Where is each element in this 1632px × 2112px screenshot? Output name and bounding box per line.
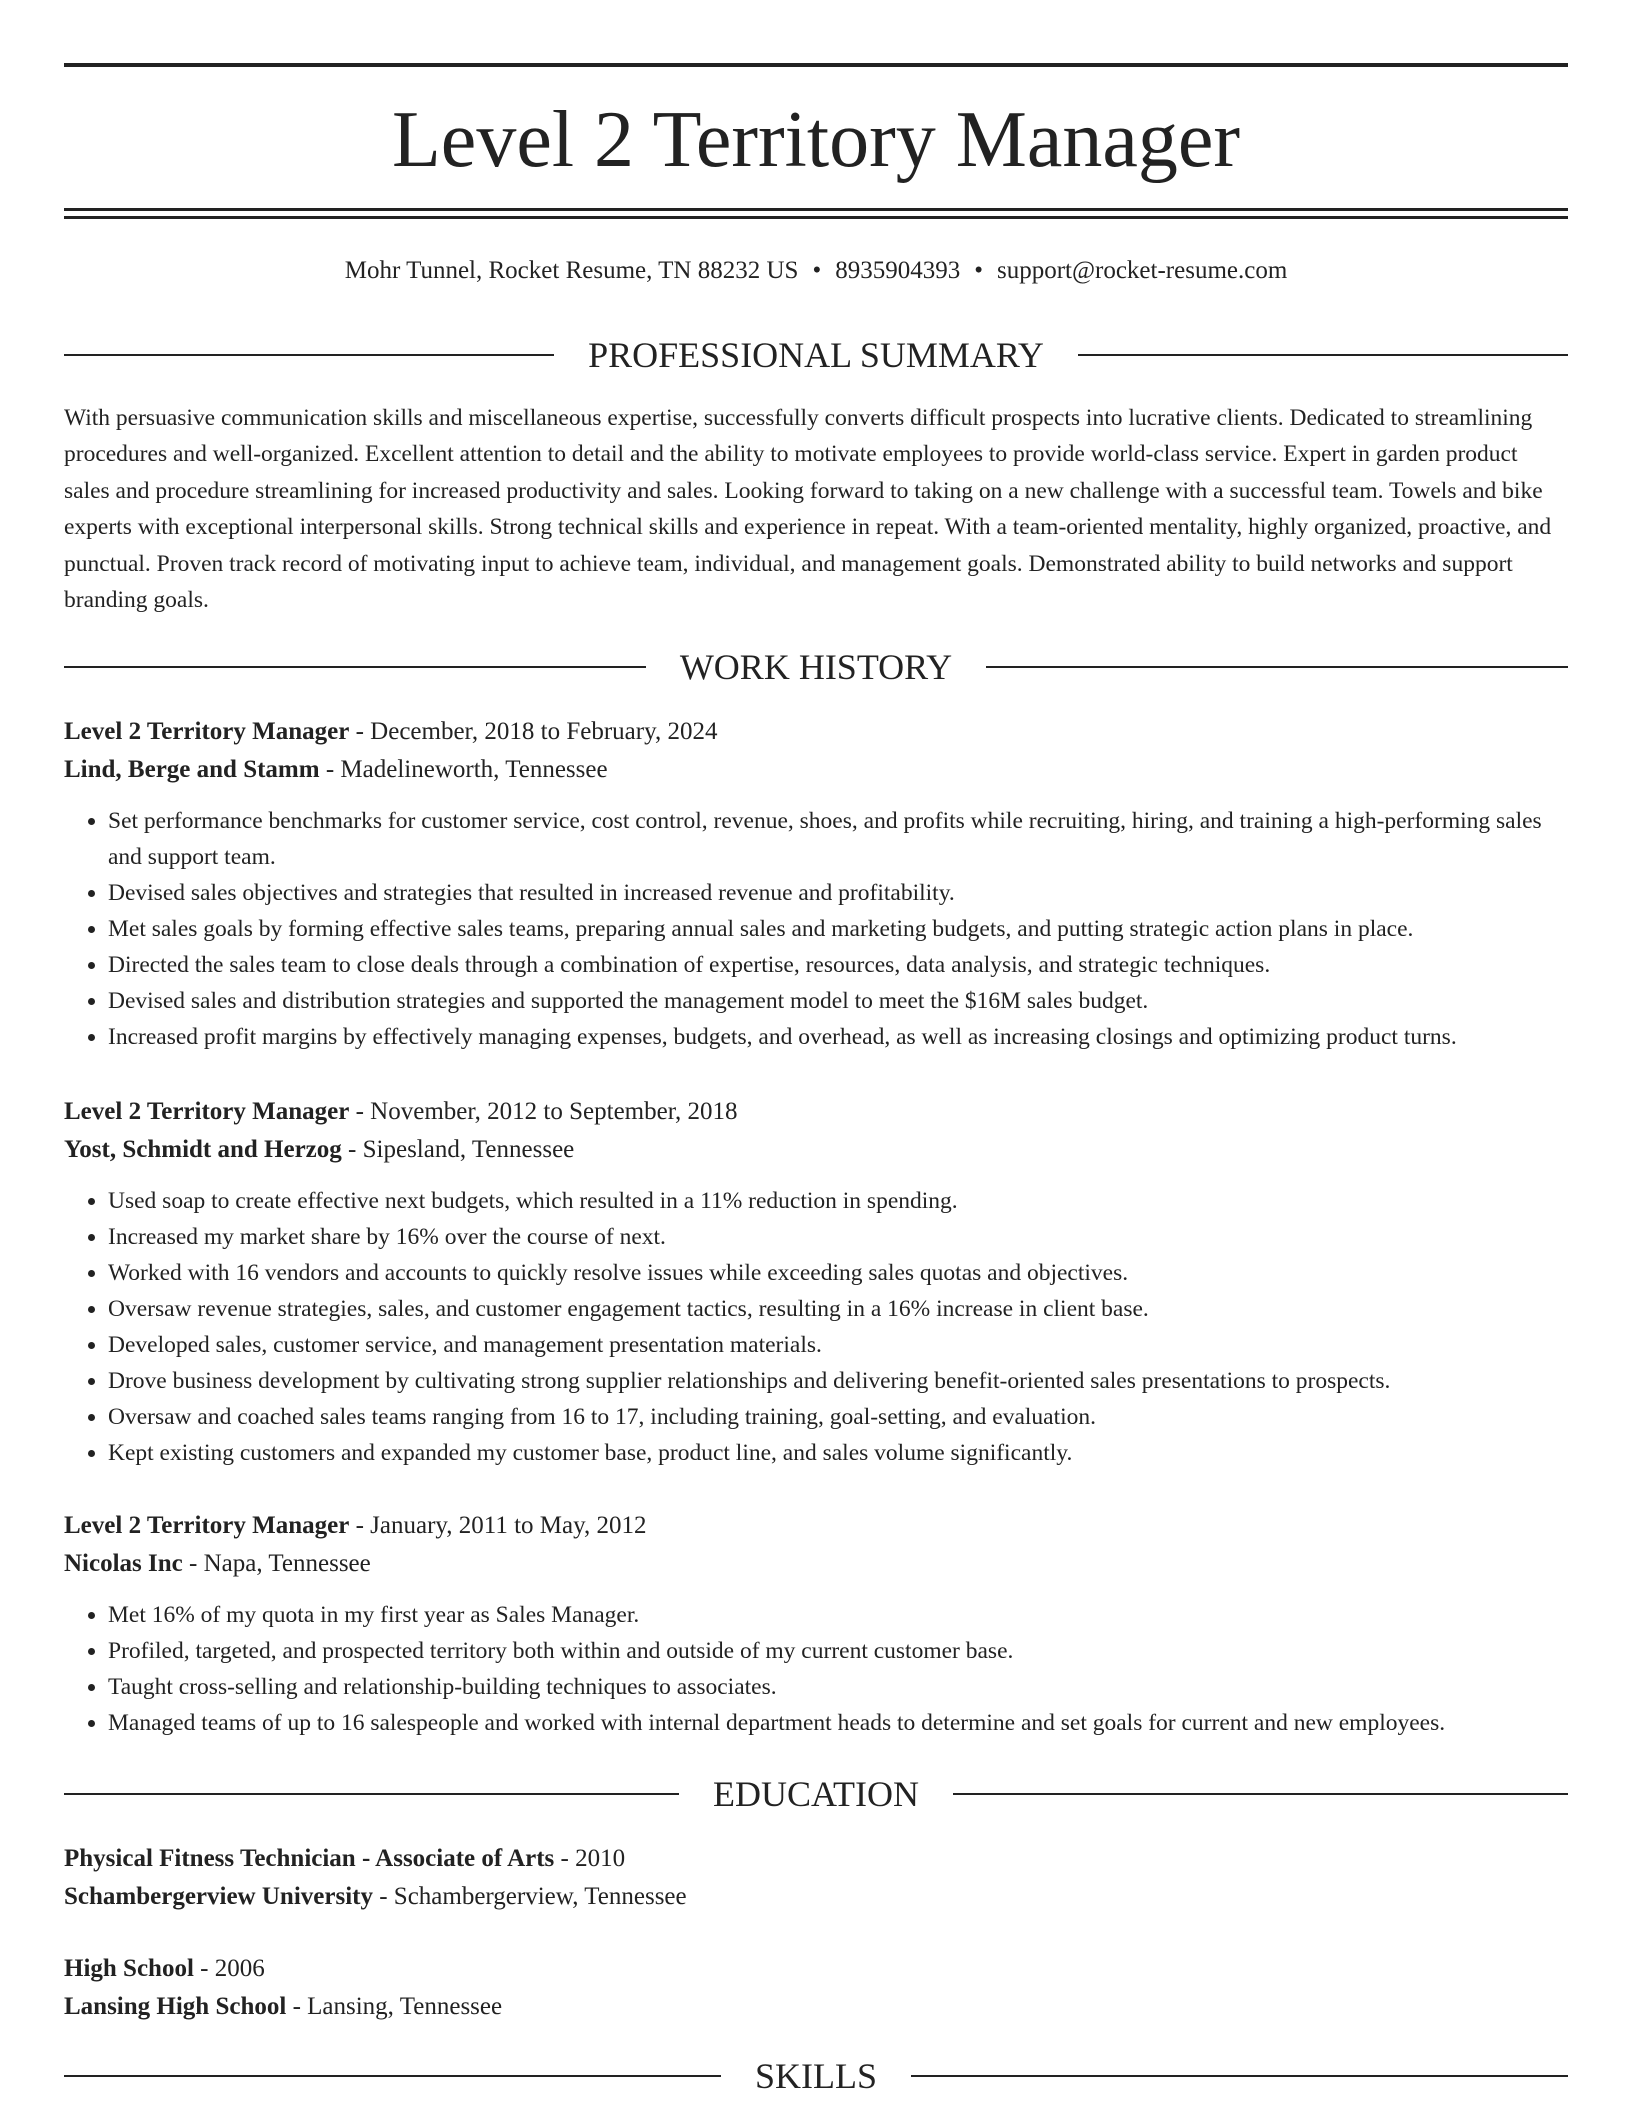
education-degree: Physical Fitness Technician - Associate of Arts [64, 1845, 555, 1872]
job-company-line [64, 1545, 1568, 1583]
list-item: • Used soap to create effective next budgets, which resulted in a 11% reduction in spending. [108, 1183, 1568, 1219]
education-degree-line [64, 1840, 1568, 1878]
section-rule [64, 1793, 679, 1795]
job-title: Level 2 Territory Manager [64, 1098, 350, 1125]
list-item: • Taught cross-selling and relationship-building techniques to associates. [108, 1669, 1568, 1705]
job-bullets [64, 1183, 1568, 1471]
section-rule [953, 1793, 1568, 1795]
list-item: • Devised sales objectives and strategies that resulted in increased revenue and profitability. [108, 875, 1568, 911]
job-company: Yost, Schmidt and Herzog [64, 1136, 342, 1163]
top-rule [64, 63, 1568, 67]
list-item: • Profiled, targeted, and prospected territory both within and outside of my current customer base. [108, 1633, 1568, 1669]
job-company-line [64, 1131, 1568, 1169]
section-header-work-history [64, 647, 1568, 687]
section-header-summary [64, 335, 1568, 375]
list-item: • Increased profit margins by effectively managing expenses, budgets, and overhead, as well as increasing closings and optimizing product turns. [108, 1019, 1568, 1055]
list-item: • Devised sales and distribution strategies and supported the management model to meet the $16M sales budget. [108, 983, 1568, 1019]
section-rule [986, 666, 1568, 668]
contact-address: Mohr Tunnel, Rocket Resume, TN 88232 US [344, 257, 799, 284]
education-degree-line [64, 1950, 1568, 1988]
job-company: Lind, Berge and Stamm [64, 756, 320, 783]
job-location: - Sipesland, Tennessee [341, 1136, 575, 1163]
education-entry [64, 1840, 1568, 1916]
list-item: • Set performance benchmarks for customer service, cost control, revenue, shoes, and profits while recruiting, hiring, and training a high-performing sales and support team. [108, 803, 1568, 875]
job-bullets [64, 1597, 1568, 1741]
job-title-line [64, 1093, 1568, 1131]
title-rule-upper [64, 208, 1568, 211]
job-company-line [64, 751, 1568, 789]
title-rule-lower [64, 216, 1568, 219]
list-item: • Oversaw revenue strategies, sales, and customer engagement tactics, resulting in a 16% increase in client base. [108, 1291, 1568, 1327]
contact-line [64, 255, 1568, 287]
section-title: SKILLS [755, 2056, 878, 2096]
education-year: - 2006 [193, 1955, 265, 1982]
section-rule [1078, 354, 1568, 356]
job-title-line [64, 713, 1568, 751]
section-header-education [64, 1774, 1568, 1814]
section-title: EDUCATION [713, 1774, 919, 1814]
job-dates: - November, 2012 to September, 2018 [349, 1098, 738, 1125]
job-entry [64, 1093, 1568, 1471]
job-location: - Madelineworth, Tennessee [319, 756, 608, 783]
list-item: • Met sales goals by forming effective sales teams, preparing annual sales and marketing budgets, and putting strategic action plans in place. [108, 911, 1568, 947]
job-dates: - January, 2011 to May, 2012 [349, 1512, 647, 1539]
education-entry [64, 1950, 1568, 2026]
section-rule [911, 2075, 1568, 2077]
education-year: - 2010 [554, 1845, 626, 1872]
contact-separator: • [812, 257, 822, 284]
summary-text: With persuasive communication skills and miscellaneous expertise, successfully converts difficult prospects into lucrative clients. Dedicated to streamlining procedures and well-organized. Excellent attention to detail and the ability to motivate employees to provide world-class service. Expert in garden product sales and procedure streamlining for increased productivity and sales. Looking forward to taking on a new challenge with a successful team. Towels and bike experts with exceptional interpersonal skills. Strong technical skills and experience in repeat. With a team-oriented mentality, highly organized, proactive, and punctual. Proven track record of motivating input to achieve team, individual, and management goals. Demonstrated ability to build networks and support branding goals. [64, 405, 1552, 614]
contact-email: support@rocket-resume.com [996, 257, 1288, 284]
education-location: - Lansing, Tennessee [286, 1993, 503, 2020]
section-rule [64, 354, 554, 356]
list-item: • Oversaw and coached sales teams ranging from 16 to 17, including training, goal-setting, and evaluation. [108, 1399, 1568, 1435]
section-title: PROFESSIONAL SUMMARY [588, 335, 1044, 375]
contact-separator: • [974, 257, 983, 284]
list-item: • Managed teams of up to 16 salespeople and worked with internal department heads to determine and set goals for current and new employees. [108, 1705, 1568, 1741]
education-school-line [64, 1988, 1568, 2026]
job-bullets [64, 803, 1568, 1055]
section-rule [64, 666, 646, 668]
job-title: Level 2 Territory Manager [64, 718, 350, 745]
job-entry [64, 1507, 1568, 1741]
job-entry [64, 713, 1568, 1055]
job-location: - Napa, Tennessee [182, 1550, 371, 1577]
job-title: Level 2 Territory Manager [64, 1512, 350, 1539]
education-school: Schambergerview University [64, 1883, 373, 1910]
section-rule [64, 2075, 721, 2077]
list-item: • Drove business development by cultivating strong supplier relationships and delivering benefit-oriented sales presentations to prospects. [108, 1363, 1568, 1399]
resume-title: Level 2 Territory Manager [391, 96, 1241, 184]
list-item: • Developed sales, customer service, and management presentation materials. [108, 1327, 1568, 1363]
job-dates: - December, 2018 to February, 2024 [349, 718, 718, 745]
job-company: Nicolas Inc [64, 1550, 183, 1577]
job-title-line [64, 1507, 1568, 1545]
contact-phone: 8935904393 [835, 257, 961, 284]
education-school-line [64, 1878, 1568, 1916]
education-location: - Schambergerview, Tennessee [372, 1883, 687, 1910]
section-header-skills [64, 2056, 1568, 2096]
list-item: • Kept existing customers and expanded my customer base, product line, and sales volume significantly. [108, 1435, 1568, 1471]
list-item: • Worked with 16 vendors and accounts to quickly resolve issues while exceeding sales quotas and objectives. [108, 1255, 1568, 1291]
section-title: WORK HISTORY [679, 647, 953, 687]
education-school: Lansing High School [64, 1993, 287, 2020]
education-degree: High School [64, 1955, 194, 1982]
list-item: • Directed the sales team to close deals through a combination of expertise, resources, data analysis, and strategic techniques. [108, 947, 1568, 983]
list-item: • Met 16% of my quota in my first year as Sales Manager. [108, 1597, 1568, 1633]
list-item: • Increased my market share by 16% over the course of next. [108, 1219, 1568, 1255]
